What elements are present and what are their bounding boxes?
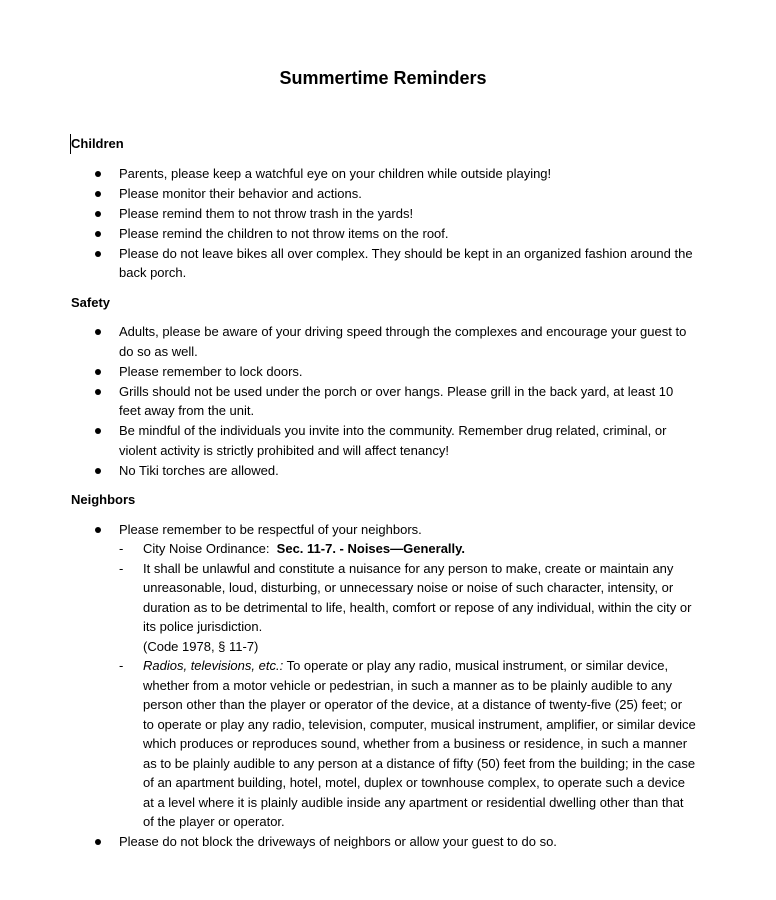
bullet-icon [95, 211, 101, 217]
list-item: Please do not leave bikes all over complex. They should be kept in an organized fashion around the back porch. [71, 244, 696, 283]
bullet-icon [95, 171, 101, 177]
bullet-icon [95, 428, 101, 434]
document-title: Summertime Reminders [279, 68, 487, 88]
sublist-item-unlawful [119, 559, 696, 657]
children-list [71, 164, 696, 283]
bullet-icon [95, 369, 101, 375]
bullet-icon [95, 329, 101, 335]
list-item: Parents, please keep a watchful eye on your children while outside playing! [71, 164, 696, 184]
unlawful-text: It shall be unlawful and constitute a nuisance for any person to make, create or maintain any unreasonable, loud, disturbing, or unnecessary noise or noise of such character, intensity, or duration as to be detrimental to life, health, comfort or repose of any individual, within the city or its police jurisdiction. [143, 560, 692, 634]
neighbors-list [71, 520, 696, 852]
sublist-item-ordinance [119, 539, 696, 559]
list-item: Please monitor their behavior and actions. [71, 184, 696, 204]
document-body [71, 134, 696, 862]
list-item: Please remember to lock doors. [71, 362, 696, 382]
list-item: Please remind them to not throw trash in the yards! [71, 204, 696, 224]
bullet-icon [95, 191, 101, 197]
bullet-icon [95, 839, 101, 845]
safety-list [71, 322, 696, 480]
section-heading-safety: Safety [71, 294, 111, 310]
bullet-icon [95, 251, 101, 257]
ordinance-sublist [119, 539, 696, 832]
bullet-icon [95, 389, 101, 395]
radios-label: Radios, televisions, etc.: [143, 658, 284, 673]
bullet-icon [95, 231, 101, 237]
list-item: Please remember to be respectful of your neighbors. - City Noise Ordinance: Sec. 11-7. - Noises—Generally. - It shall be unlawful and constitute a nuisance for any person to make, create or maintain any unreasonable, loud, disturbing, or unnecessary noise or noise of such character, intensity, or duration as to be detrimental to life, health, comfort or repose of any individual, within the city or its police jurisdiction. (Code 1978, § 11-7) - Radios, televisions, etc.: To operate or play any radio, musical instrument, or similar device, whether from a motor vehicle or pedestrian, in such a manner as to be plainly audible to any person other than the player or operator of the device, at a distance of twenty-five (25) feet; or to operate or play any radio, television, computer, musical instrument, amplifier, or similar device which produces or reproduces sound, whether from a business or residence, in such a manner as to be plainly audible to any person at a distance of fifty (50) feet from the building; in the case of an apartment building, hotel, motel, duplex or townhouse complex, to operate such a device at a level where it is plainly audible inside any apartment or residential dwelling other than that of the player or operator. [71, 520, 696, 832]
dash-marker: - [119, 658, 124, 673]
radios-text: To operate or play any radio, musical instrument, or similar device, whether from a motor vehicle or pedestrian, in such a manner as to be plainly audible to any person other than the player or operator of the device, at a distance of twenty-five (25) feet; or to operate or play any radio, television, computer, musical instrument, amplifier, or similar device which produces or reproduces sound, whether from a business or residence, in such a manner as to be plainly audible to any person at a distance of fifty (50) feet from the building; in the case of an apartment building, hotel, motel, duplex or townhouse complex, to operate such a device at a level where it is plainly audible inside any apartment or residential dwelling other than that of the player or operator. [143, 658, 696, 829]
dash-marker: - [119, 541, 124, 556]
ordinance-section: Sec. 11-7. - Noises—Generally. [276, 541, 466, 556]
list-item: Grills should not be used under the porch or over hangs. Please grill in the back yard, at least 10 feet away from the unit. [71, 382, 696, 421]
list-item: Be mindful of the individuals you invite into the community. Remember drug related, criminal, or violent activity is strictly prohibited and will affect tenancy! [71, 421, 696, 460]
list-item: Please remind the children to not throw items on the roof. [71, 224, 696, 244]
sublist-item-radios [119, 656, 696, 832]
code-reference: (Code 1978, § 11-7) [143, 638, 259, 654]
ordinance-label: City Noise Ordinance: [143, 541, 277, 556]
bullet-icon [95, 468, 101, 474]
section-heading-neighbors: Neighbors [71, 492, 136, 507]
dash-marker: - [119, 560, 124, 576]
bullet-icon [95, 527, 101, 533]
list-item: Adults, please be aware of your driving speed through the complexes and encourage your guest to do so as well. [71, 322, 696, 361]
list-item: Please do not block the driveways of neighbors or allow your guest to do so. [71, 832, 696, 852]
list-item: No Tiki torches are allowed. [71, 461, 696, 481]
section-heading-children: Children [70, 134, 696, 154]
